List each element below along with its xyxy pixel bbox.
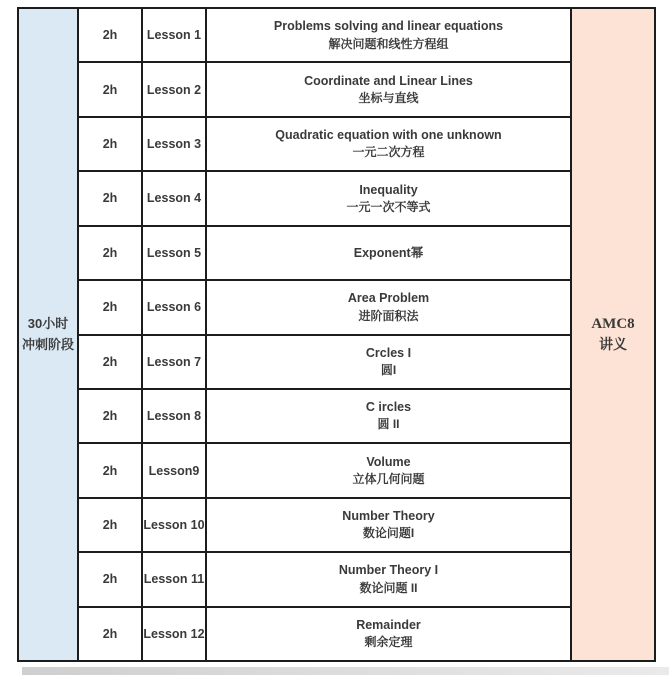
lesson-title-english: Inequality (359, 182, 418, 197)
lesson-cell: Lesson 8 (143, 390, 205, 442)
course-schedule-table (17, 7, 656, 662)
title-cell (207, 390, 570, 442)
lesson-cell: Lesson 4 (143, 172, 205, 224)
lesson-title-chinese: 一元二次方程 (352, 145, 425, 160)
lesson-title-chinese: 圆 II (377, 417, 400, 432)
hours-cell: 2h (79, 281, 141, 333)
hours-cell: 2h (79, 390, 141, 442)
lesson-title-english: Quadratic equation with one unknown (275, 128, 502, 143)
hours-cell: 2h (79, 553, 141, 605)
title-cell (207, 227, 570, 279)
lesson-title-chinese: 数论问题 II (359, 580, 418, 595)
material-cell (572, 9, 654, 660)
title-cell (207, 444, 570, 496)
lesson-cell: Lesson 2 (143, 63, 205, 115)
lesson-cell: Lesson9 (143, 444, 205, 496)
lesson-title-english: Area Problem (347, 291, 430, 306)
table-shadow (22, 667, 669, 675)
hours-cell: 2h (79, 172, 141, 224)
hours-cell: 2h (79, 499, 141, 551)
hours-cell: 2h (79, 9, 141, 61)
title-cell (207, 172, 570, 224)
title-cell (207, 336, 570, 388)
hours-cell: 2h (79, 227, 141, 279)
title-cell (207, 9, 570, 61)
phase-label-line1: 30小时 (27, 316, 69, 332)
title-cell (207, 499, 570, 551)
lesson-title-english: Crcles I (365, 345, 412, 360)
lesson-cell: Lesson 5 (143, 227, 205, 279)
lesson-title-chinese: 进阶面积法 (358, 308, 419, 323)
lesson-title-chinese: 圆I (380, 363, 397, 378)
lesson-title-chinese: 剩余定理 (364, 635, 413, 650)
lesson-title-chinese: 数论问题I (362, 526, 415, 541)
lesson-cell: Lesson 10 (143, 499, 205, 551)
hours-cell: 2h (79, 608, 141, 660)
lesson-cell: Lesson 6 (143, 281, 205, 333)
lesson-title-english: Number Theory I (338, 563, 439, 578)
title-cell (207, 118, 570, 170)
material-label-line1: AMC8 (591, 315, 635, 332)
lesson-title-chinese: 立体几何问题 (352, 471, 425, 486)
title-cell (207, 553, 570, 605)
title-cell (207, 63, 570, 115)
lesson-title-english: Coordinate and Linear Lines (304, 73, 473, 88)
lesson-title-english: Number Theory (342, 509, 435, 524)
lesson-title-english: C ircles (365, 400, 412, 415)
material-label-line2: 讲义 (599, 338, 627, 354)
lesson-cell: Lesson 12 (143, 608, 205, 660)
lesson-title-chinese: 解决问题和线性方程组 (328, 36, 449, 51)
lesson-title-chinese: 一元一次不等式 (346, 199, 431, 214)
hours-cell: 2h (79, 63, 141, 115)
lesson-title-english: Problems solving and linear equations (273, 19, 504, 34)
title-cell (207, 608, 570, 660)
lesson-cell: Lesson 1 (143, 9, 205, 61)
lesson-title-english: Remainder (356, 617, 421, 632)
lesson-title-english: Exponent幂 (353, 245, 424, 260)
hours-cell: 2h (79, 336, 141, 388)
phase-cell (19, 9, 77, 660)
title-cell (207, 281, 570, 333)
lesson-cell: Lesson 3 (143, 118, 205, 170)
phase-label-line2: 冲刺阶段 (21, 336, 74, 352)
hours-cell: 2h (79, 444, 141, 496)
lesson-title-chinese: 坐标与直线 (358, 90, 419, 105)
hours-cell: 2h (79, 118, 141, 170)
lesson-cell: Lesson 7 (143, 336, 205, 388)
lesson-title-english: Volume (366, 454, 411, 469)
lesson-cell: Lesson 11 (143, 553, 205, 605)
